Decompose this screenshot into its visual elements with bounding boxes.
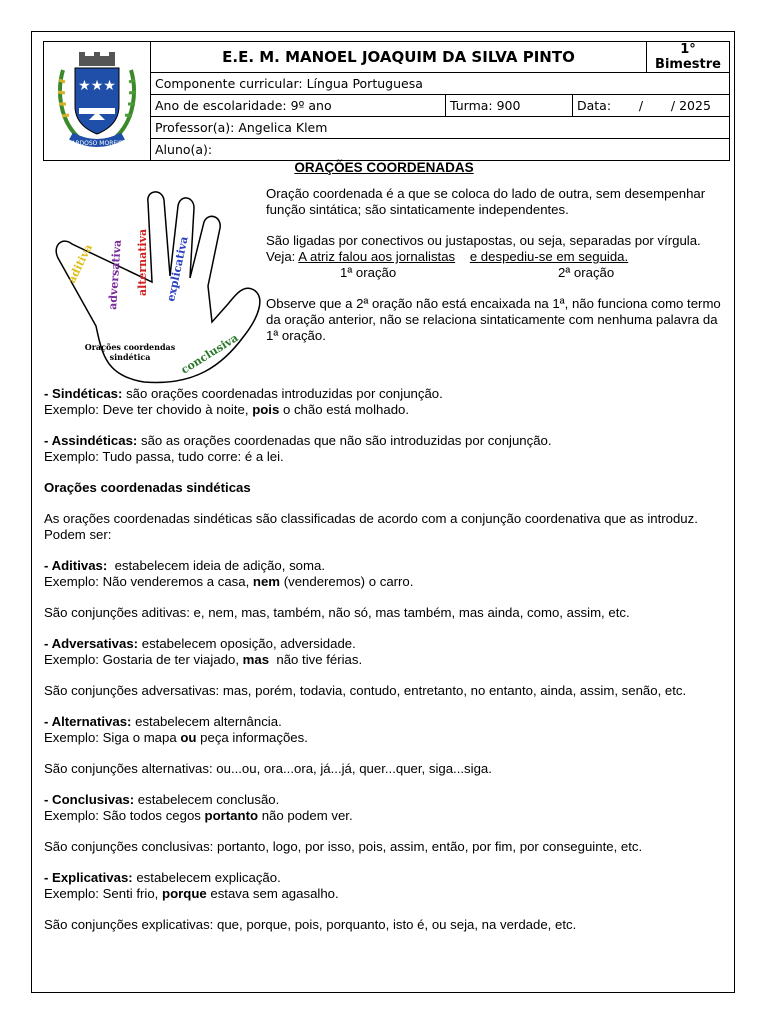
content [44,160,724,948]
conclusivas-list: São conjunções conclusivas: portanto, logo, por isso, pois, assim, então, por fim, por conseguinte, etc. [44,839,643,854]
term-label: 1° Bimestre [647,42,730,73]
finger-label-conclusiva: conclusiva [178,331,241,377]
header-table [43,41,730,161]
explicativas-text: estabelecem explicação. [132,870,281,885]
svg-text:★★★: ★★★ [78,77,116,94]
finger-label-explicativa: explicativa [164,235,191,303]
alternativas-text: estabelecem alternância. [131,714,282,729]
student-field: Aluno(a): [151,139,730,161]
aditivas-text: estabelecem ideia de adição, soma. [107,558,325,573]
section-adversativas [44,636,724,668]
section-conclusivas [44,792,724,824]
alternativas-list: São conjunções alternativas: ou...ou, ora...ora, já...já, quer...quer, siga...siga. [44,761,492,776]
conclusivas-label: - Conclusivas: [44,792,135,807]
teacher-field: Professor(a): Angelica Klem [151,117,730,139]
explicativas-list: São conjunções explicativas: que, porque, pois, porquanto, isto é, ou seja, na verdade, etc. [44,917,577,932]
subject-field: Componente curricular: Língua Portuguesa [151,73,730,95]
adversativas-label: - Adversativas: [44,636,139,651]
aditivas-ex-a: Exemplo: Não venderemos a casa, [44,574,253,589]
section-sindeticas [44,386,724,418]
coat-of-arms-icon [49,50,145,150]
adversativas-ex-c: não tive férias. [269,652,363,667]
alternativas-ex-b: ou [180,730,197,745]
explicativas-ex-c: estava sem agasalho. [206,886,339,901]
assindeticas-label: - Assindéticas: [44,433,138,448]
example-line [266,249,724,265]
finger-label-aditiva: aditiva [65,242,96,286]
explicativas-label: - Explicativas: [44,870,133,885]
section-aditivas [44,558,724,590]
page-title: ORAÇÕES COORDENADAS [294,160,474,175]
sindeticas-label: - Sindéticas: [44,386,123,401]
intro-text [266,186,724,386]
finger-label-alternativa: alternativa [136,228,149,296]
section-explicativas [44,870,724,902]
hand-label-line2: sindética [109,352,151,362]
subtitle: Orações coordenadas sindéticas [44,480,251,495]
sindeticas-text: são orações coordenadas introduzidas por conjunção. [122,386,443,401]
sindeticas-ex-c: o chão está molhado. [279,402,410,417]
classification-text: As orações coordenadas sindéticas são classificadas de acordo com a conjunção coordenativa que as introduz. Podem ser: [44,511,698,542]
conclusivas-ex-b: portanto [204,808,259,823]
clause-captions [266,265,724,281]
explicativas-ex-b: porque [162,886,207,901]
assindeticas-ex: Exemplo: Tudo passa, tudo corre: é a lei. [44,449,284,464]
section-assindeticas [44,433,724,465]
adversativas-ex-b: mas [242,652,270,667]
alternativas-ex-c: peça informações. [196,730,308,745]
adversativas-list: São conjunções adversativas: mas, porém, todavia, contudo, entretanto, no entanto, ainda, assim, senão, etc. [44,683,687,698]
intro-p2: São ligadas por conectivos ou justapostas, ou seja, separadas por vírgula. [266,233,701,248]
clause-2: e despediu-se em seguida. [469,249,629,264]
clause-1: A atriz falou aos jornalistas [298,249,456,264]
aditivas-ex-b: nem [252,574,281,589]
adversativas-ex-a: Exemplo: Gostaria de ter viajado, [44,652,243,667]
intro-p1: Oração coordenada é a que se coloca do lado de outra, sem desempenhar função sintática; são sintaticamente independentes. [266,186,706,217]
veja-label: Veja: [266,249,296,264]
caption-1: 1ª oração [340,265,397,280]
sindeticas-ex-a: Exemplo: Deve ter chovido à noite, [44,402,253,417]
sindeticas-ex-b: pois [252,402,280,417]
adversativas-text: estabelecem oposição, adversidade. [138,636,356,651]
grade-field: Ano de escolaridade: 9º ano [151,95,446,117]
hand-label-line1: Orações coordendas [84,342,176,352]
intro-p3: Observe que a 2ª oração não está encaixada na 1ª, não funciona como termo da oração anterior, não se relaciona sintaticamente com nenhuma palavra da 1ª oração. [266,296,721,343]
date-field: Data: / / 2025 [573,95,730,117]
conclusivas-ex-a: Exemplo: São todos cegos [44,808,205,823]
caption-2: 2ª oração [558,265,615,280]
conclusivas-ex-c: não podem ver. [258,808,353,823]
alternativas-label: - Alternativas: [44,714,132,729]
alternativas-ex-a: Exemplo: Siga o mapa [44,730,181,745]
explicativas-ex-a: Exemplo: Senti frio, [44,886,163,901]
aditivas-ex-c: (venderemos) o carro. [280,574,414,589]
assindeticas-text: são as orações coordenadas que não são introduzidas por conjunção. [137,433,552,448]
finger-label-adversativa: adversativa [106,239,124,311]
school-logo [44,42,151,161]
logo-text: CARDOSO MOREIRA [67,139,127,147]
hand-diagram [44,186,264,386]
intro-section [44,186,724,386]
section-alternativas [44,714,724,746]
conclusivas-text: estabelecem conclusão. [134,792,280,807]
class-field: Turma: 900 [446,95,573,117]
aditivas-list: São conjunções aditivas: e, nem, mas, também, não só, mas também, mas ainda, como, assim, etc. [44,605,630,620]
aditivas-label: - Aditivas: [44,558,108,573]
school-name: E.E. M. MANOEL JOAQUIM DA SILVA PINTO [151,42,647,73]
